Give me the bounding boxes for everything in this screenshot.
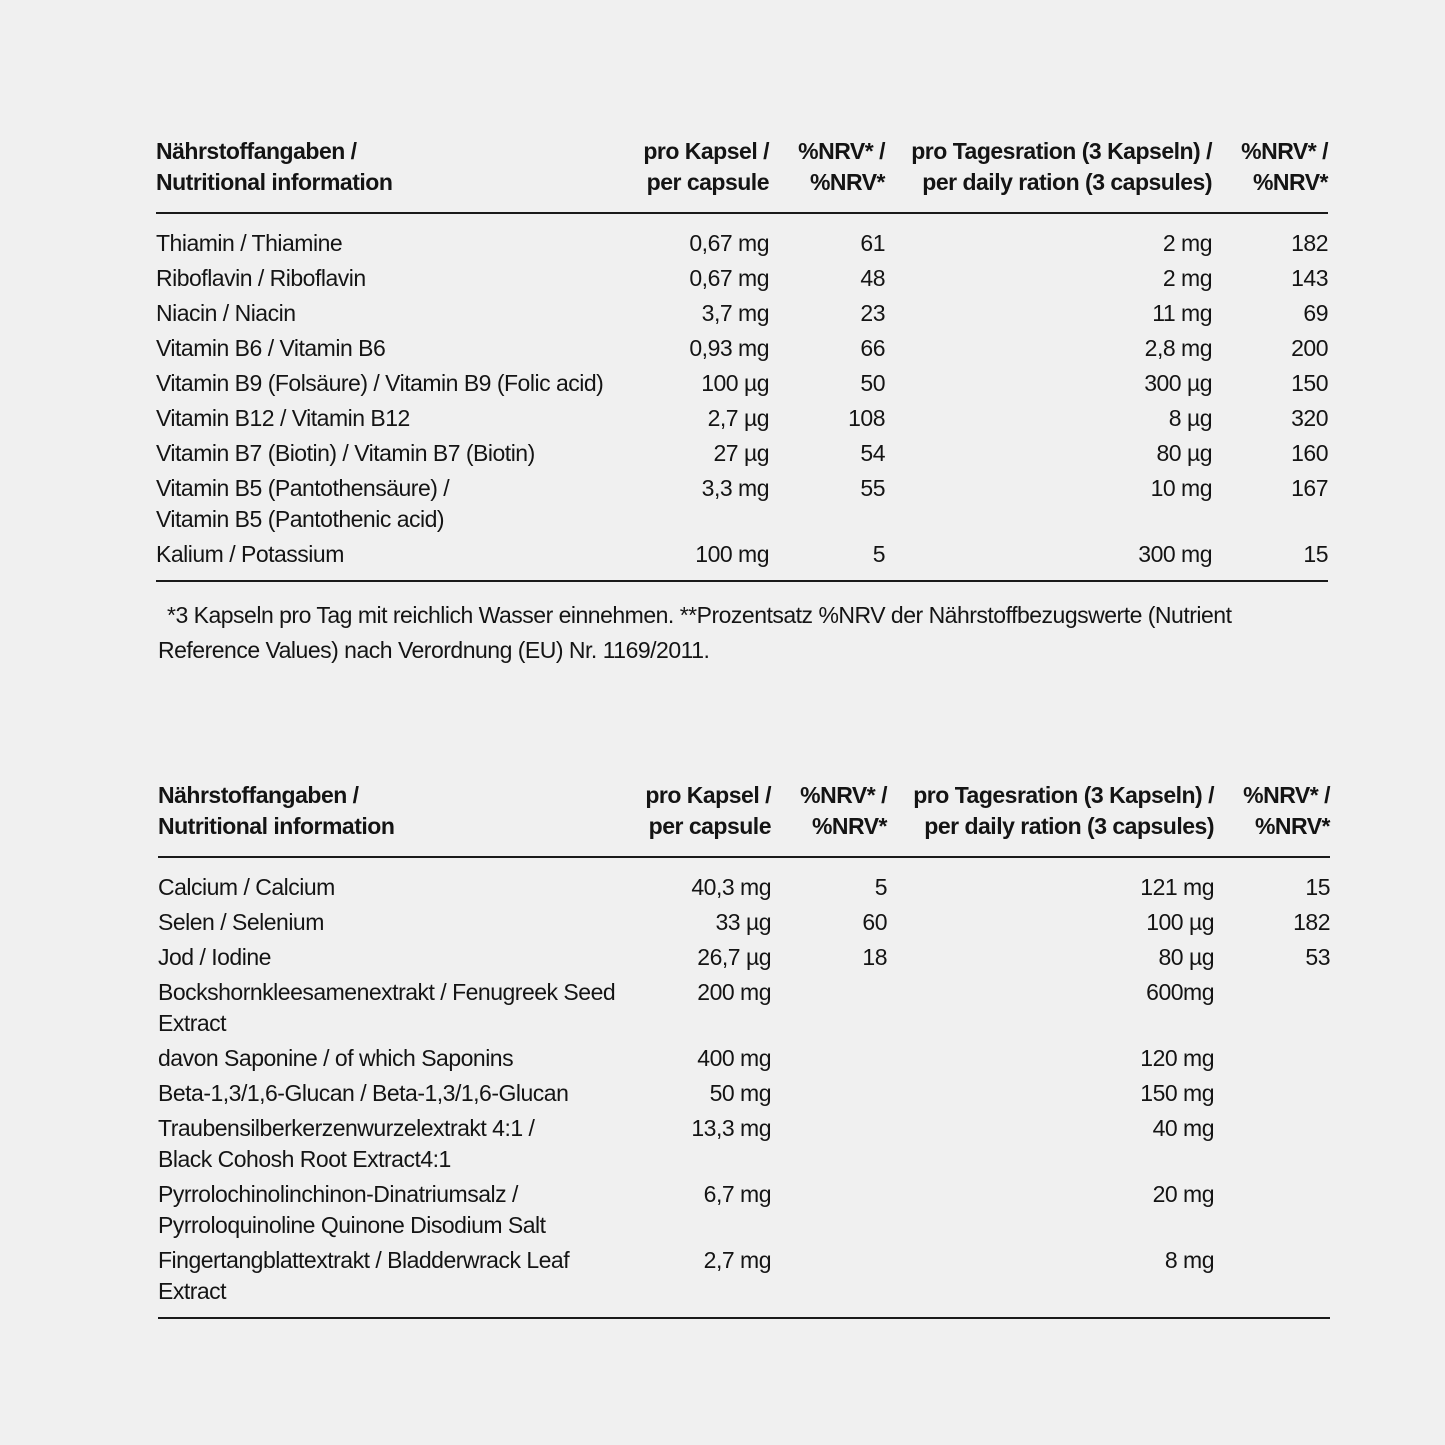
nutrient-name: Beta-1,3/1,6-Glucan / Beta-1,3/1,6-Glucan [158, 1080, 569, 1106]
nrv-per-capsule: 60 [862, 909, 887, 935]
amount-per-day: 120 mg [1140, 1045, 1214, 1071]
nutrient-name: Vitamin B5 (Pantothensäure) / Vitamin B5 (Pantothenic acid) [156, 475, 450, 532]
nrv-per-day: 167 [1291, 475, 1328, 501]
header-per-daily-ration: pro Tagesration (3 Kapseln) / per daily ration (3 capsules) [887, 780, 1214, 857]
nutrient-name: Jod / Iodine [158, 944, 271, 970]
table-row [156, 399, 1328, 434]
nrv-per-day: 320 [1291, 405, 1328, 431]
amount-per-day: 20 mg [1152, 1181, 1214, 1207]
table-header-row [158, 780, 1330, 857]
amount-per-capsule: 27 µg [713, 440, 769, 466]
nutrient-name: Thiamin / Thiamine [156, 230, 343, 256]
amount-per-day: 8 µg [1168, 405, 1212, 431]
nutrition-table-vitamins [156, 136, 1328, 582]
nrv-per-day [1214, 1175, 1330, 1241]
amount-per-day: 2,8 mg [1144, 335, 1212, 361]
amount-per-capsule: 13,3 mg [691, 1115, 771, 1141]
table-row [158, 1039, 1330, 1074]
table-row [158, 903, 1330, 938]
nrv-per-capsule [771, 973, 887, 1039]
nrv-per-capsule [771, 1074, 887, 1109]
amount-per-day: 2 mg [1162, 230, 1212, 256]
nrv-per-capsule: 108 [848, 405, 885, 431]
amount-per-capsule: 26,7 µg [697, 944, 771, 970]
amount-per-day: 80 µg [1156, 440, 1212, 466]
nutrient-name: Vitamin B7 (Biotin) / Vitamin B7 (Biotin) [156, 440, 535, 466]
amount-per-day: 80 µg [1158, 944, 1214, 970]
nutrient-name: Riboflavin / Riboflavin [156, 265, 366, 291]
nrv-per-capsule [771, 1241, 887, 1318]
amount-per-capsule: 33 µg [715, 909, 771, 935]
nrv-per-day: 200 [1291, 335, 1328, 361]
nrv-per-day [1214, 1109, 1330, 1175]
table-row [156, 294, 1328, 329]
header-nutritional-information: Nährstoffangaben / Nutritional information [156, 136, 626, 213]
amount-per-day: 300 mg [885, 535, 1212, 581]
amount-per-day: 10 mg [1150, 475, 1212, 501]
nrv-per-capsule: 18 [862, 944, 887, 970]
nrv-per-capsule: 55 [860, 475, 885, 501]
amount-per-day: 600mg [1146, 979, 1214, 1005]
nrv-per-day: 182 [1291, 230, 1328, 256]
header-per-capsule: pro Kapsel / per capsule [628, 780, 771, 857]
amount-per-capsule: 50 mg [709, 1080, 771, 1106]
nrv-per-day: 182 [1293, 909, 1330, 935]
nrv-per-capsule: 48 [860, 265, 885, 291]
nrv-per-capsule [771, 1039, 887, 1074]
amount-per-day: 8 mg [887, 1241, 1214, 1318]
amount-per-day: 40 mg [1152, 1115, 1214, 1141]
nutrient-name: Traubensilberkerzenwurzelextrakt 4:1 / Black Cohosh Root Extract4:1 [158, 1115, 535, 1172]
amount-per-capsule: 0,93 mg [689, 335, 769, 361]
nutrient-name: Niacin / Niacin [156, 300, 296, 326]
table-row [158, 1241, 1330, 1318]
nutrition-table-minerals-extracts [158, 780, 1330, 1319]
nutrient-name: Bockshornkleesamenextrakt / Fenugreek Seed Extract [158, 979, 616, 1036]
nrv-per-day: 160 [1291, 440, 1328, 466]
header-nrv-capsule: %NRV* / %NRV* [771, 780, 887, 857]
footnote: *3 Kapseln pro Tag mit reichlich Wasser einnehmen. **Prozentsatz %NRV der Nährstoffbezugswerte (Nutrient Reference Values) nach Verordnung (EU) Nr. 1169/2011. [158, 602, 1232, 663]
amount-per-capsule: 6,7 mg [703, 1181, 771, 1207]
nutrient-name: Vitamin B6 / Vitamin B6 [156, 335, 386, 361]
nrv-per-day [1214, 973, 1330, 1039]
nrv-per-capsule: 5 [874, 874, 887, 900]
amount-per-capsule: 2,7 µg [707, 405, 769, 431]
amount-per-day: 150 mg [1140, 1080, 1214, 1106]
nrv-per-capsule: 5 [769, 535, 885, 581]
nutrient-name: Selen / Selenium [158, 909, 324, 935]
amount-per-capsule: 400 mg [697, 1045, 771, 1071]
nrv-per-capsule: 66 [860, 335, 885, 361]
nrv-per-capsule: 50 [860, 370, 885, 396]
table-row [158, 1175, 1330, 1241]
nrv-per-capsule [771, 1109, 887, 1175]
nrv-per-day [1214, 1074, 1330, 1109]
amount-per-day: 121 mg [1140, 874, 1214, 900]
nrv-per-day [1214, 1039, 1330, 1074]
nutrient-name: Vitamin B9 (Folsäure) / Vitamin B9 (Folic acid) [156, 370, 604, 396]
amount-per-capsule: 0,67 mg [689, 230, 769, 256]
nrv-per-day: 53 [1305, 944, 1330, 970]
amount-per-day: 100 µg [1146, 909, 1214, 935]
table-row [156, 535, 1328, 581]
nrv-per-capsule: 61 [860, 230, 885, 256]
nrv-per-day: 143 [1291, 265, 1328, 291]
table-row [158, 857, 1330, 903]
amount-per-capsule: 0,67 mg [689, 265, 769, 291]
table-row [156, 434, 1328, 469]
table-row [156, 469, 1328, 535]
nrv-per-day: 69 [1303, 300, 1328, 326]
header-nrv-daily: %NRV* / %NRV* [1214, 780, 1330, 857]
header-nrv-daily: %NRV* / %NRV* [1212, 136, 1328, 213]
header-nrv-capsule: %NRV* / %NRV* [769, 136, 885, 213]
amount-per-day: 2 mg [1162, 265, 1212, 291]
nrv-per-capsule: 54 [860, 440, 885, 466]
nrv-per-day: 15 [1212, 535, 1328, 581]
amount-per-capsule: 2,7 mg [628, 1241, 771, 1318]
nutrient-name: Fingertangblattextrakt / Bladderwrack Leaf Extract [158, 1241, 628, 1318]
amount-per-capsule: 3,7 mg [701, 300, 769, 326]
amount-per-day: 11 mg [1152, 300, 1212, 326]
nrv-per-day: 15 [1305, 874, 1330, 900]
nrv-per-capsule [771, 1175, 887, 1241]
nutrient-name: Kalium / Potassium [156, 535, 626, 581]
nutrient-name: davon Saponine / of which Saponins [158, 1045, 514, 1071]
table-header-row [156, 136, 1328, 213]
amount-per-capsule: 100 µg [701, 370, 769, 396]
table-row [158, 1074, 1330, 1109]
nutrient-name: Calcium / Calcium [158, 874, 335, 900]
table-row [156, 259, 1328, 294]
nrv-per-day [1214, 1241, 1330, 1318]
table-row [156, 364, 1328, 399]
amount-per-capsule: 100 mg [626, 535, 769, 581]
table-row [158, 1109, 1330, 1175]
header-per-capsule: pro Kapsel / per capsule [626, 136, 769, 213]
header-nutritional-information: Nährstoffangaben / Nutritional information [158, 780, 628, 857]
table-row [156, 329, 1328, 364]
table-row [158, 973, 1330, 1039]
nrv-per-capsule: 23 [860, 300, 885, 326]
nutrient-name: Pyrrolochinolinchinon-Dinatriumsalz / Pyrroloquinoline Quinone Disodium Salt [158, 1181, 546, 1238]
amount-per-day: 300 µg [1144, 370, 1212, 396]
amount-per-capsule: 200 mg [697, 979, 771, 1005]
nrv-per-day: 150 [1291, 370, 1328, 396]
amount-per-capsule: 40,3 mg [691, 874, 771, 900]
table-row [156, 213, 1328, 259]
amount-per-capsule: 3,3 mg [701, 475, 769, 501]
table-row [158, 938, 1330, 973]
nutrient-name: Vitamin B12 / Vitamin B12 [156, 405, 410, 431]
header-per-daily-ration: pro Tagesration (3 Kapseln) / per daily ration (3 capsules) [885, 136, 1212, 213]
